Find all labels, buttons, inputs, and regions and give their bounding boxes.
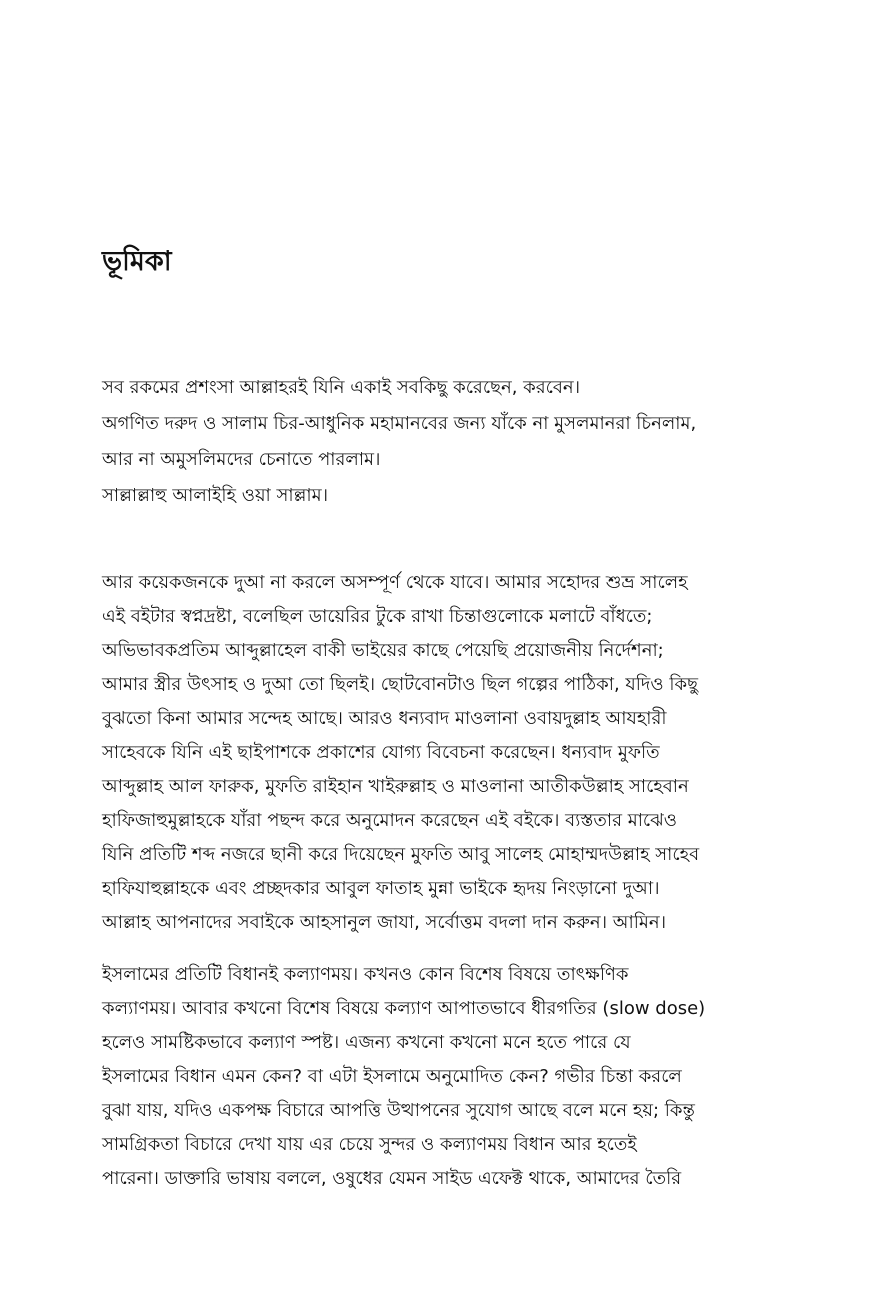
text-line: আব্দুল্লাহ আল ফারুক, মুফতি রাইহান খাইরুল্লাহ ও মাওলানা আতীকউল্লাহ সাহেবান — [102, 776, 689, 797]
text-line: বুঝতো কিনা আমার সন্দেহ আছে। আরও ধন্যবাদ মাওলানা ওবায়দুল্লাহ আযহারী — [102, 708, 667, 729]
text-line: সাল্লাল্লাহু আলাইহি ওয়া সাল্লাম। — [102, 485, 329, 506]
text-line: এই বইটার স্বপ্নদ্রষ্টা, বলেছিল ডায়েরির টুকে রাখা চিন্তাগুলোকে মলাটে বাঁধতে; — [102, 606, 653, 627]
page-title: ভূমিকা — [102, 246, 172, 277]
text-line: আর কয়েকজনকে দুআ না করলে অসম্পূর্ণ থেকে যাবে। আমার সহোদর শুভ্র সালেহ — [102, 572, 688, 593]
text-line: যিনি প্রতিটি শব্দ নজরে ছানী করে দিয়েছেন মুফতি আবু সালেহ মোহাম্মদউল্লাহ সাহেব — [102, 844, 700, 865]
text-line: সামগ্রিকতা বিচারে দেখা যায় এর চেয়ে সুন্দর ও কল্যাণময় বিধান আর হতেই — [102, 1134, 637, 1155]
text-line: ইসলামের বিধান এমন কেন? বা এটা ইসলামে অনুমোদিত কেন? গভীর চিন্তা করলে — [102, 1066, 682, 1087]
text-line: হাফিজাহুমুল্লাহকে যাঁরা পছন্দ করে অনুমোদন করেছেন এই বইকে। ব্যস্ততার মাঝেও — [102, 810, 678, 831]
text-line: অগণিত দরুদ ও সালাম চির-আধুনিক মহামানবের জন্য যাঁকে না মুসলমানরা চিনলাম, — [102, 413, 697, 434]
text-line: অভিভাবকপ্রতিম আব্দুল্লাহেল বাকী ভাইয়ের কাছে পেয়েছি প্রয়োজনীয় নির্দেশনা; — [102, 640, 664, 661]
text-line: আমার স্ত্রীর উৎসাহ ও দুআ তো ছিলই। ছোটবোনটাও ছিল গল্পের পাঠিকা, যদিও কিছু — [102, 674, 699, 695]
text-line: পারেনা। ডাক্তারি ভাষায় বললে, ওষুধের যেমন সাইড এফেক্ট থাকে, আমাদের তৈরি — [102, 1168, 682, 1189]
text-line: কল্যাণময়। আবার কখনো বিশেষ বিষয়ে কল্যাণ আপাতভাবে ধীরগতির (slow dose) — [102, 998, 706, 1019]
acknowledgement-paragraph — [102, 566, 770, 940]
islam-paragraph — [102, 958, 770, 1196]
intro-paragraph — [102, 370, 770, 514]
text-line: সাহেবকে যিনি এই ছাইপাশকে প্রকাশের যোগ্য বিবেচনা করেছেন। ধন্যবাদ মুফতি — [102, 742, 660, 763]
text-line: বুঝা যায়, যদিও একপক্ষ বিচারে আপত্তি উত্থাপনের সুযোগ আছে বলে মনে হয়; কিন্তু — [102, 1100, 695, 1121]
text-line: সব রকমের প্রশংসা আল্লাহরই যিনি একাই সবকিছু করেছেন, করবেন। — [102, 377, 581, 398]
text-line: হলেও সামষ্টিকভাবে কল্যাণ স্পষ্ট। এজন্য কখনো কখনো মনে হতে পারে যে — [102, 1032, 631, 1053]
text-line: ইসলামের প্রতিটি বিধানই কল্যাণময়। কখনও কোন বিশেষ বিষয়ে তাৎক্ষণিক — [102, 964, 629, 985]
text-line: আর না অমুসলিমদের চেনাতে পারলাম। — [102, 449, 381, 470]
text-line: হাফিযাহুল্লাহকে এবং প্রচ্ছদকার আবুল ফাতাহ মুন্না ভাইকে হৃদয় নিংড়ানো দুআ। — [102, 878, 660, 899]
text-line: আল্লাহ আপনাদের সবাইকে আহসানুল জাযা, সর্বোত্তম বদলা দান করুন। আমিন। — [102, 912, 667, 933]
